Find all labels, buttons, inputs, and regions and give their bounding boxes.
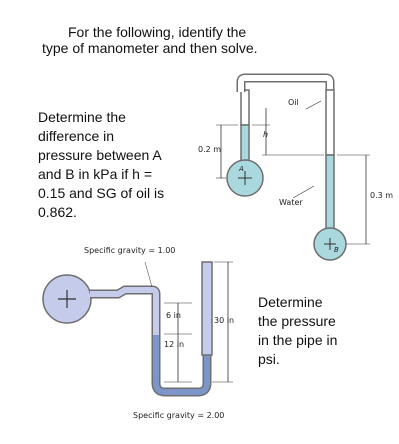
dim-0-3m-label: 0.3 m bbox=[370, 191, 394, 200]
dim-h-label: h bbox=[263, 130, 269, 139]
dim-30in-label: 30 in bbox=[214, 316, 235, 325]
sg-bottom-label: Specific gravity = 2.00 bbox=[133, 411, 225, 420]
problem-2-line: Determine bbox=[258, 294, 323, 310]
dim-12in-label: 12 in bbox=[164, 340, 185, 349]
problem-2-line: psi. bbox=[258, 351, 280, 367]
bulb-a-label: A bbox=[239, 165, 244, 173]
right-leg-light-fluid bbox=[202, 262, 212, 355]
sg-top-label: Specific gravity = 1.00 bbox=[84, 246, 176, 255]
dim-6in-label: 6 in bbox=[166, 311, 181, 320]
problem-1-line: Determine the bbox=[38, 109, 126, 125]
bulb-b-label: B bbox=[334, 246, 339, 254]
problem-1-line: pressure between A bbox=[38, 147, 162, 163]
problem-2-line: the pressure bbox=[258, 313, 336, 329]
water-label: Water bbox=[279, 198, 303, 207]
problem-2-line: in the pipe in bbox=[258, 332, 338, 348]
problem-1-line: and B in kPa if h = bbox=[38, 166, 153, 182]
heading-line-2: type of manometer and then solve. bbox=[42, 40, 258, 56]
problem-1-line: difference in bbox=[38, 128, 115, 144]
heading-line-1: For the following, identify the bbox=[68, 24, 247, 40]
dim-0-2m-label: 0.2 m bbox=[198, 145, 222, 154]
problem-1-line: 0.15 and SG of oil is bbox=[38, 185, 165, 201]
problem-1-line: 0.862. bbox=[38, 204, 77, 220]
oil-label: Oil bbox=[288, 98, 299, 107]
